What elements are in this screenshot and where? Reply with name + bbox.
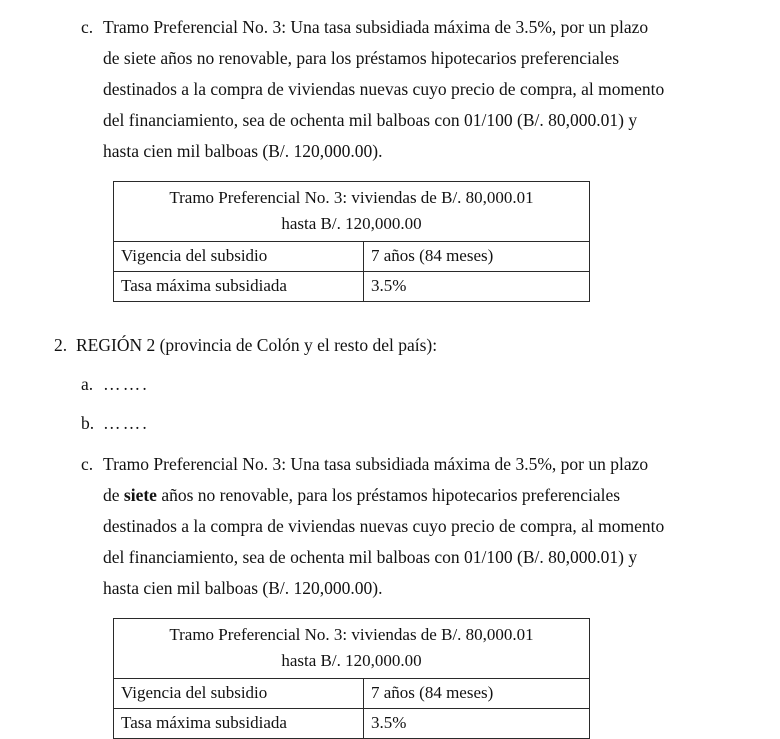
spacer bbox=[0, 167, 780, 181]
paragraph-line: del financiamiento, sea de ochenta mil balboas con 01/100 (B/. 80,000.01) y bbox=[103, 547, 638, 567]
subsidy-table-region1 bbox=[113, 181, 590, 302]
paragraph-region2-a bbox=[103, 369, 708, 400]
heading-region2: REGIÓN 2 (provincia de Colón y el resto del país): bbox=[76, 335, 438, 355]
table-cell-value: 3.5% bbox=[364, 272, 590, 302]
table-cell-label: Tasa máxima subsidiada bbox=[114, 709, 364, 739]
table-cell-label: Vigencia del subsidio bbox=[114, 242, 364, 272]
line-text-before: de bbox=[103, 485, 124, 505]
table-cell-value: 7 años (84 meses) bbox=[364, 679, 590, 709]
paragraph-line: hasta cien mil balboas (B/. 120,000.00). bbox=[103, 578, 383, 598]
emphasis-siete: siete bbox=[123, 485, 157, 505]
paragraph-line: de siete años no renovable, para los préstamos hipotecarios preferenciales bbox=[103, 48, 620, 68]
list-marker: a. bbox=[81, 374, 94, 394]
spacer bbox=[0, 400, 780, 408]
ellipsis-placeholder: ……. bbox=[103, 374, 149, 394]
paragraph-line: destinados a la compra de viviendas nuevas cuyo precio de compra, al momento bbox=[103, 516, 665, 536]
list-marker: c. bbox=[81, 17, 94, 37]
subsidy-table-region2 bbox=[113, 618, 590, 739]
paragraph-line: hasta cien mil balboas (B/. 120,000.00). bbox=[103, 141, 383, 161]
table-row bbox=[114, 242, 590, 272]
table-row bbox=[114, 709, 590, 739]
table-header-line2: hasta B/. 120,000.00 bbox=[281, 651, 422, 670]
spacer bbox=[0, 302, 780, 330]
table-row bbox=[114, 679, 590, 709]
table-cell-value: 7 años (84 meses) bbox=[364, 242, 590, 272]
table-row bbox=[114, 272, 590, 302]
list-marker: b. bbox=[81, 413, 95, 433]
list-marker: c. bbox=[81, 454, 94, 474]
paragraph-region1-c bbox=[103, 12, 708, 167]
paragraph-line: del financiamiento, sea de ochenta mil balboas con 01/100 (B/. 80,000.01) y bbox=[103, 110, 638, 130]
line-text-after: años no renovable, para los préstamos hipotecarios preferenciales bbox=[156, 485, 621, 505]
table-header-line1: Tramo Preferencial No. 3: viviendas de B/. 80,000.01 bbox=[169, 188, 534, 207]
table-header-cell bbox=[114, 182, 590, 242]
table-cell-label: Vigencia del subsidio bbox=[114, 679, 364, 709]
list-item-region2-a bbox=[0, 369, 780, 400]
paragraph-line: destinados a la compra de viviendas nuevas cuyo precio de compra, al momento bbox=[103, 79, 665, 99]
table-header-line2: hasta B/. 120,000.00 bbox=[281, 214, 422, 233]
paragraph-region2-c bbox=[103, 449, 708, 604]
table-cell-label: Tasa máxima subsidiada bbox=[114, 272, 364, 302]
page-top-margin bbox=[0, 0, 780, 12]
spacer bbox=[0, 361, 780, 369]
paragraph-region2-b bbox=[103, 408, 708, 439]
paragraph-line bbox=[103, 480, 708, 511]
table-cell-value: 3.5% bbox=[364, 709, 590, 739]
table-region2-wrapper bbox=[0, 618, 780, 739]
table-region1-wrapper bbox=[0, 181, 780, 302]
list-item-region2-c bbox=[0, 449, 780, 604]
table-header-line1: Tramo Preferencial No. 3: viviendas de B/. 80,000.01 bbox=[169, 625, 534, 644]
table-header-row bbox=[114, 182, 590, 242]
ellipsis-placeholder: ……. bbox=[103, 413, 149, 433]
list-item-region2-heading bbox=[0, 330, 780, 361]
list-item-region2-b bbox=[0, 408, 780, 439]
spacer bbox=[0, 604, 780, 618]
table-header-row bbox=[114, 619, 590, 679]
table-header-cell bbox=[114, 619, 590, 679]
list-item-region1-c bbox=[0, 12, 780, 167]
paragraph-line: Tramo Preferencial No. 3: Una tasa subsidiada máxima de 3.5%, por un plazo bbox=[103, 17, 649, 37]
paragraph-line: Tramo Preferencial No. 3: Una tasa subsidiada máxima de 3.5%, por un plazo bbox=[103, 454, 649, 474]
spacer bbox=[0, 439, 780, 449]
list-marker: 2. bbox=[54, 335, 68, 355]
